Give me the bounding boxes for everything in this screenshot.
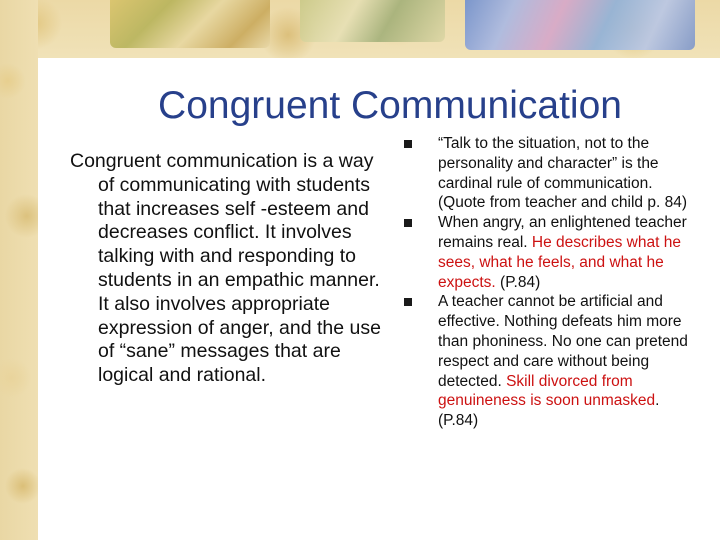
bullet-3-emphasis: Skill divorced from genuineness is soon unmasked	[438, 372, 656, 410]
bullet-2-text: When angry, an enlightened teacher remains real.	[438, 214, 687, 251]
bullet-3-citation: . (P.84)	[438, 392, 660, 430]
parchment-left-border	[0, 0, 38, 540]
square-bullet-icon	[404, 140, 412, 148]
square-bullet-icon	[404, 219, 412, 227]
bullet-3-text: A teacher cannot be artificial and effective. Nothing defeats him more than phoniness. No one can pretend respect and care without being detected.	[438, 293, 688, 390]
bullet-item-2	[402, 213, 702, 292]
bullet-1-subtext: (Quote from teacher and child p. 84)	[438, 194, 687, 212]
bullet-item-3	[402, 292, 702, 431]
bullet-1-text: “Talk to the situation, not to the personality and character” is the cardinal rule of communication.	[438, 135, 659, 192]
bullet-item-1	[402, 134, 702, 213]
bullet-2-emphasis: He describes what he sees, what he feels, and what he expects.	[438, 233, 681, 291]
bullet-2-citation: (P.84)	[495, 273, 541, 291]
slide-title: Congruent Communication	[158, 84, 622, 127]
square-bullet-icon	[404, 298, 412, 306]
decorative-watercolor-strip-gold	[110, 0, 270, 48]
bullet-list	[402, 134, 702, 431]
decorative-watercolor-strip-green	[300, 0, 445, 42]
decorative-watercolor-strip-blue	[465, 0, 695, 50]
left-paragraph: Congruent communication is a way of communicating with students that increases self -esteem and decreases conflict. It involves talking with and responding to students in an empathic manner. It also involves appropriate expression of anger, and the use of “sane” messages that are logical and rational.	[70, 150, 381, 387]
